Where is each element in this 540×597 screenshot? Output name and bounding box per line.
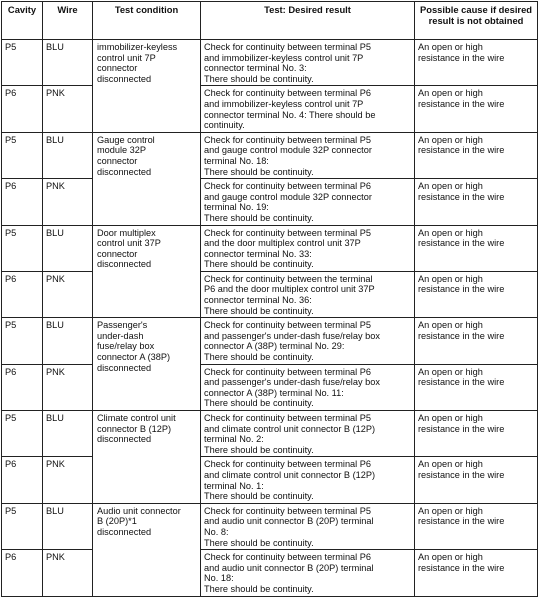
cavity-cell: P5: [2, 318, 43, 364]
header-possible-cause: Possible cause if desired result is not obtained: [415, 2, 538, 40]
wire-cell: PNK: [43, 457, 93, 503]
possible-cause-cell: An open or high resistance in the wire: [415, 364, 538, 410]
wire-cell: PNK: [43, 86, 93, 132]
header-wire: Wire: [43, 2, 93, 40]
possible-cause-cell: An open or high resistance in the wire: [415, 86, 538, 132]
header-cavity: Cavity: [2, 2, 43, 40]
desired-result-cell: Check for continuity between terminal P5 and immobilizer-keyless control unit 7P connector terminal No. 3: There should be continuity.: [201, 40, 415, 86]
table-row: [2, 457, 538, 503]
test-condition-cell: Door multiplex control unit 37P connector disconnected: [93, 225, 201, 318]
possible-cause-cell: An open or high resistance in the wire: [415, 503, 538, 549]
table-row: [2, 225, 538, 271]
test-condition-cell: Passenger's under-dash fuse/relay box connector A (38P) disconnected: [93, 318, 201, 411]
wire-cell: BLU: [43, 40, 93, 86]
table-row: [2, 503, 538, 549]
cavity-cell: P6: [2, 86, 43, 132]
cavity-cell: P5: [2, 132, 43, 178]
header-test-condition: Test condition: [93, 2, 201, 40]
desired-result-cell: Check for continuity between terminal P5 and audio unit connector B (20P) terminal No. 8: There should be continuity.: [201, 503, 415, 549]
possible-cause-cell: An open or high resistance in the wire: [415, 132, 538, 178]
possible-cause-cell: An open or high resistance in the wire: [415, 271, 538, 317]
continuity-test-table: [1, 1, 538, 597]
desired-result-cell: Check for continuity between the terminal P6 and the door multiplex control unit 37P connector terminal No. 36: There should be continuity.: [201, 271, 415, 317]
desired-result-cell: Check for continuity between terminal P6 and immobilizer-keyless control unit 7P connector terminal No. 4: There should be continuity.: [201, 86, 415, 132]
table-row: [2, 40, 538, 86]
header-desired-result: Test: Desired result: [201, 2, 415, 40]
table-row: [2, 271, 538, 317]
cavity-cell: P5: [2, 225, 43, 271]
table-row: [2, 132, 538, 178]
wire-cell: PNK: [43, 179, 93, 225]
continuity-test-table-container: [1, 1, 538, 597]
desired-result-cell: Check for continuity between terminal P5 and passenger's under-dash fuse/relay box connector A (38P) terminal No. 29: There should be continuity.: [201, 318, 415, 364]
wire-cell: BLU: [43, 318, 93, 364]
cavity-cell: P5: [2, 503, 43, 549]
desired-result-cell: Check for continuity between terminal P5 and the door multiplex control unit 37P connector terminal No. 33: There should be continuity.: [201, 225, 415, 271]
wire-cell: PNK: [43, 550, 93, 596]
cavity-cell: P6: [2, 550, 43, 596]
possible-cause-cell: An open or high resistance in the wire: [415, 225, 538, 271]
wire-cell: BLU: [43, 225, 93, 271]
wire-cell: PNK: [43, 364, 93, 410]
desired-result-cell: Check for continuity between terminal P5 and climate control unit connector B (12P) terminal No. 2: There should be continuity.: [201, 411, 415, 457]
table-row: [2, 550, 538, 596]
table-row: [2, 411, 538, 457]
wire-cell: BLU: [43, 503, 93, 549]
test-condition-cell: immobilizer-keyless control unit 7P connector disconnected: [93, 40, 201, 133]
wire-cell: BLU: [43, 411, 93, 457]
table-row: [2, 364, 538, 410]
table-row: [2, 318, 538, 364]
cavity-cell: P6: [2, 179, 43, 225]
possible-cause-cell: An open or high resistance in the wire: [415, 411, 538, 457]
wire-cell: BLU: [43, 132, 93, 178]
possible-cause-cell: An open or high resistance in the wire: [415, 318, 538, 364]
desired-result-cell: Check for continuity between terminal P6 and climate control unit connector B (12P) terminal No. 1: There should be continuity.: [201, 457, 415, 503]
cavity-cell: P5: [2, 40, 43, 86]
desired-result-cell: Check for continuity between terminal P6 and audio unit connector B (20P) terminal No. 18: There should be continuity.: [201, 550, 415, 596]
possible-cause-cell: An open or high resistance in the wire: [415, 179, 538, 225]
desired-result-cell: Check for continuity between terminal P5 and gauge control module 32P connector terminal No. 18: There should be continuity.: [201, 132, 415, 178]
cavity-cell: P5: [2, 411, 43, 457]
possible-cause-cell: An open or high resistance in the wire: [415, 40, 538, 86]
cavity-cell: P6: [2, 457, 43, 503]
wire-cell: PNK: [43, 271, 93, 317]
cavity-cell: P6: [2, 364, 43, 410]
cavity-cell: P6: [2, 271, 43, 317]
test-condition-cell: Climate control unit connector B (12P) disconnected: [93, 411, 201, 504]
table-header-row: [2, 2, 538, 40]
table-row: [2, 179, 538, 225]
possible-cause-cell: An open or high resistance in the wire: [415, 550, 538, 596]
table-row: [2, 86, 538, 132]
desired-result-cell: Check for continuity between terminal P6 and gauge control module 32P connector terminal No. 19: There should be continuity.: [201, 179, 415, 225]
test-condition-cell: Audio unit connector B (20P)*1 disconnected: [93, 503, 201, 596]
possible-cause-cell: An open or high resistance in the wire: [415, 457, 538, 503]
test-condition-cell: Gauge control module 32P connector disconnected: [93, 132, 201, 225]
desired-result-cell: Check for continuity between terminal P6 and passenger's under-dash fuse/relay box connector A (38P) terminal No. 11: There should be continuity.: [201, 364, 415, 410]
